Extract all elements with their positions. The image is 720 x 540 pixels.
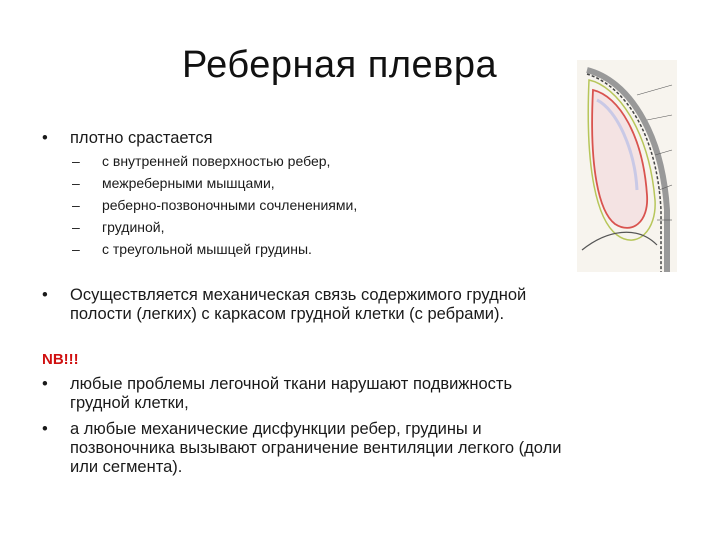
sub-list-text: грудиной,: [102, 219, 165, 235]
sub-list-item: [72, 173, 275, 194]
bullet-text-line: позвоночника вызывают ограничение вентиляции легкого (доли: [70, 439, 562, 457]
bullet-marker: •: [42, 129, 48, 147]
sub-list-text: с внутренней поверхностью ребер,: [102, 153, 331, 169]
bullet-text-line: любые проблемы легочной ткани нарушают подвижность: [70, 375, 513, 393]
bullet-marker: •: [42, 420, 48, 438]
bullet-text-line: Осуществляется механическая связь содержимого грудной: [70, 286, 527, 304]
bullet-item: [42, 420, 561, 477]
dash-marker: –: [72, 153, 80, 169]
bullet-item: [42, 286, 526, 324]
dash-marker: –: [72, 241, 80, 257]
sub-list-item: [72, 151, 330, 172]
sub-list-item: [72, 217, 165, 238]
bullet-text-line: грудной клетки,: [70, 394, 189, 412]
sub-list-text: реберно-позвоночными сочленениями,: [102, 197, 358, 213]
bullet-item: [42, 129, 213, 148]
pleura-diagram-image: [577, 60, 677, 272]
sub-list-item: [72, 195, 357, 216]
bullet-text-line: а любые механические дисфункции ребер, грудины и: [70, 420, 482, 438]
bullet-marker: •: [42, 286, 48, 304]
bullet-text-line: или сегмента).: [70, 458, 183, 476]
nb-label: NB!!!: [42, 351, 79, 368]
bullet-item: [42, 375, 512, 413]
bullet-text: плотно срастается: [70, 129, 213, 147]
bullet-marker: •: [42, 375, 48, 393]
bullet-text-line: полости (легких) с каркасом грудной клетки (с ребрами).: [70, 305, 505, 323]
dash-marker: –: [72, 197, 80, 213]
slide-title: Реберная плевра: [182, 44, 498, 86]
dash-marker: –: [72, 219, 80, 235]
sub-list-text: с треугольной мышцей грудины.: [102, 241, 312, 257]
sub-list-text: межреберными мышцами,: [102, 175, 275, 191]
sub-list-item: [72, 239, 312, 260]
dash-marker: –: [72, 175, 80, 191]
